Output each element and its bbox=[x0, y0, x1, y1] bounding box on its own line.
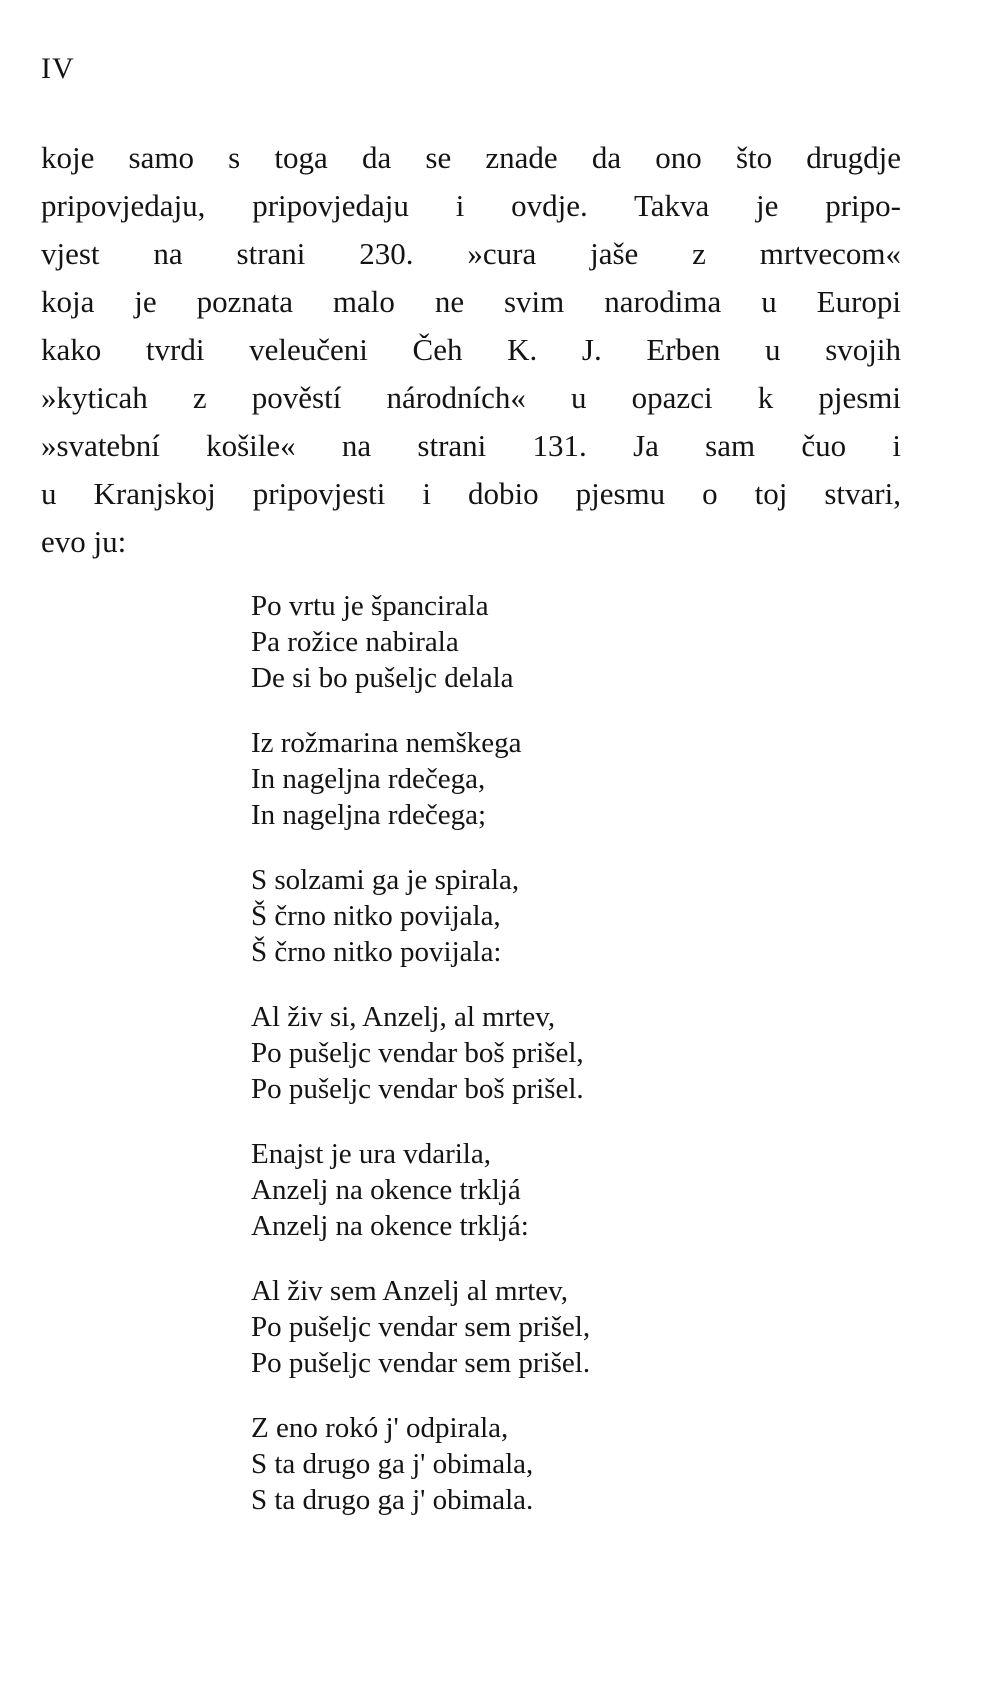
poem-verse: Po pušeljc vendar boš prišel, bbox=[251, 1037, 584, 1069]
poem-verse: S ta drugo ga j' obimala. bbox=[251, 1484, 534, 1516]
poem-stanza bbox=[251, 1273, 851, 1381]
poem-stanza bbox=[251, 999, 851, 1107]
poem-verse: Po pušeljc vendar boš prišel. bbox=[251, 1073, 584, 1105]
poem-verse: Po vrtu je špancirala bbox=[251, 590, 489, 622]
poem-verse: Š črno nitko povijala: bbox=[251, 936, 502, 968]
poem-stanza bbox=[251, 1136, 851, 1244]
prose-line: koje samo s toga da se znade da ono što drugdje bbox=[41, 140, 901, 175]
poem-stanza bbox=[251, 862, 851, 970]
poem-stanza bbox=[251, 1410, 851, 1518]
poem bbox=[251, 588, 851, 1547]
poem-verse: In nageljna rdečega, bbox=[251, 763, 486, 795]
poem-verse: S solzami ga je spirala, bbox=[251, 864, 520, 896]
poem-verse: Al živ sem Anzelj al mrtev, bbox=[251, 1275, 569, 1307]
prose-line: kako tvrdi veleučeni Čeh K. J. Erben u svojih bbox=[41, 332, 901, 367]
poem-verse: S ta drugo ga j' obimala, bbox=[251, 1448, 534, 1480]
poem-verse: Anzelj na okence trkljá bbox=[251, 1174, 521, 1206]
prose-line: »kyticah z pověstí národních« u opazci k pjesmi bbox=[41, 380, 901, 415]
poem-verse: Š črno nitko povijala, bbox=[251, 900, 501, 932]
poem-verse: Po pušeljc vendar sem prišel. bbox=[251, 1347, 591, 1379]
poem-verse: Al živ si, Anzelj, al mrtev, bbox=[251, 1001, 556, 1033]
poem-verse: Enajst je ura vdarila, bbox=[251, 1138, 491, 1170]
poem-verse: Po pušeljc vendar sem prišel, bbox=[251, 1311, 591, 1343]
poem-verse: Anzelj na okence trkljá: bbox=[251, 1210, 529, 1242]
prose-paragraph bbox=[41, 134, 901, 566]
poem-stanza bbox=[251, 588, 851, 696]
poem-verse: In nageljna rdečega; bbox=[251, 799, 487, 831]
poem-verse: Iz rožmarina nemškega bbox=[251, 727, 522, 759]
poem-verse: Z eno rokó j' odpirala, bbox=[251, 1412, 509, 1444]
prose-line: koja je poznata malo ne svim narodima u Europi bbox=[41, 284, 901, 319]
poem-stanza bbox=[251, 725, 851, 833]
prose-line: evo ju: bbox=[41, 524, 127, 559]
page-number: IV bbox=[41, 52, 75, 85]
prose-line: vjest na strani 230. »cura jaše z mrtvecom« bbox=[41, 236, 901, 271]
poem-verse: De si bo pušeljc delala bbox=[251, 662, 514, 694]
prose-line: »svatební košile« na strani 131. Ja sam čuo i bbox=[41, 428, 901, 463]
prose-line: u Kranjskoj pripovjesti i dobio pjesmu o toj stvari, bbox=[41, 476, 901, 511]
poem-verse: Pa rožice nabirala bbox=[251, 626, 459, 658]
prose-line: pripovjedaju, pripovjedaju i ovdje. Takva je pripo- bbox=[41, 188, 901, 223]
